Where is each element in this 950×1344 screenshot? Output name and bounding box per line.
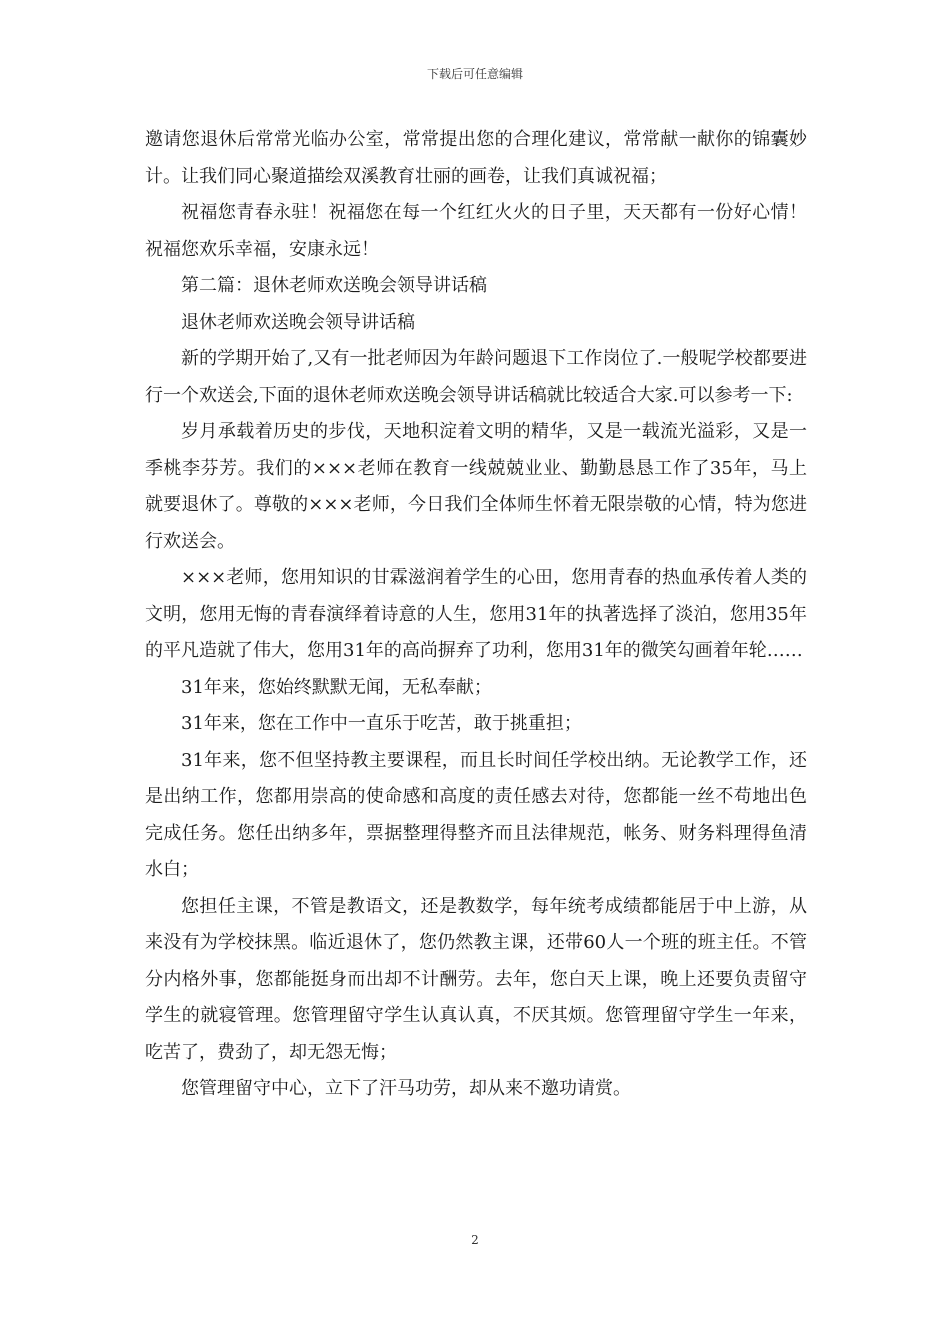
- page-header: 下载后可任意编辑: [426, 67, 523, 81]
- paragraph-blessing: 祝福您青春永驻！祝福您在每一个红红火火的日子里，天天都有一份好心情！祝福您欢乐幸福，安康永远！: [145, 202, 807, 260]
- paragraph-main-course: 您担任主课，不管是教语文，还是教数学，每年统考成绩都能居于中上游，从来没有为学校抹黑。临近退休了，您仍然教主课，还带60人一个班的班主任。不管分内格外事，您都能挺身而出却不计酬劳。去年，您白天上课，晚上还要负责留守学生的就寝管理。您管理留守学生认真认真，不厌其烦。您管理留守学生一年来，吃苦了，费劲了，却无怨无悔；: [145, 895, 807, 1063]
- speech-title: 退休老师欢送晚会领导讲话稿: [181, 311, 415, 333]
- paragraph-intro: 新的学期开始了,又有一批老师因为年龄问题退下工作岗位了.一般呢学校都要进行一个欢送会,下面的退休老师欢送晚会领导讲话稿就比较适合大家.可以参考一下:: [145, 348, 807, 406]
- document-body: [145, 122, 807, 1108]
- paragraph-center: 您管理留守中心，立下了汗马功劳，却从来不邀功请赏。: [181, 1078, 631, 1099]
- paragraph-teacher: ×××老师，您用知识的甘霖滋润着学生的心田，您用青春的热血承传着人类的文明，您用无悔的青春演绎着诗意的人生，您用31年的执著选择了淡泊，您用35年的平凡造就了伟大，您用31年的高尚摒弃了功利，您用31年的微笑勾画着年轮……: [145, 567, 807, 661]
- page-number: 2: [471, 1233, 479, 1247]
- paragraph-31-years-2: 31年来，您在工作中一直乐于吃苦，敢于挑重担；: [181, 713, 582, 734]
- section-heading: 第二篇：退休老师欢送晚会领导讲话稿: [181, 275, 487, 296]
- paragraph-years: 岁月承载着历史的步伐，天地积淀着文明的精华，又是一载流光溢彩，又是一季桃李芬芳。我们的×××老师在教育一线兢兢业业、勤勤恳恳工作了35年，马上就要退休了。尊敬的×××老师，今日我们全体师生怀着无限崇敬的心情，特为您进行欢送会。: [145, 421, 807, 552]
- paragraph-31-years-1: 31年来，您始终默默无闻，无私奉献；: [181, 676, 492, 698]
- paragraph-31-years-3: 31年来，您不但坚持教主要课程，而且长时间任学校出纳。无论教学工作，还是出纳工作，您都用崇高的使命感和高度的责任感去对待，您都能一丝不苟地出色完成任务。您任出纳多年，票据整理得整齐而且法律规范，帐务、财务料理得鱼清水白；: [145, 749, 807, 880]
- paragraph-invitation: 邀请您退休后常常光临办公室，常常提出您的合理化建议，常常献一献你的锦囊妙计。让我们同心聚道描绘双溪教育壮丽的画卷，让我们真诚祝福；: [145, 129, 807, 187]
